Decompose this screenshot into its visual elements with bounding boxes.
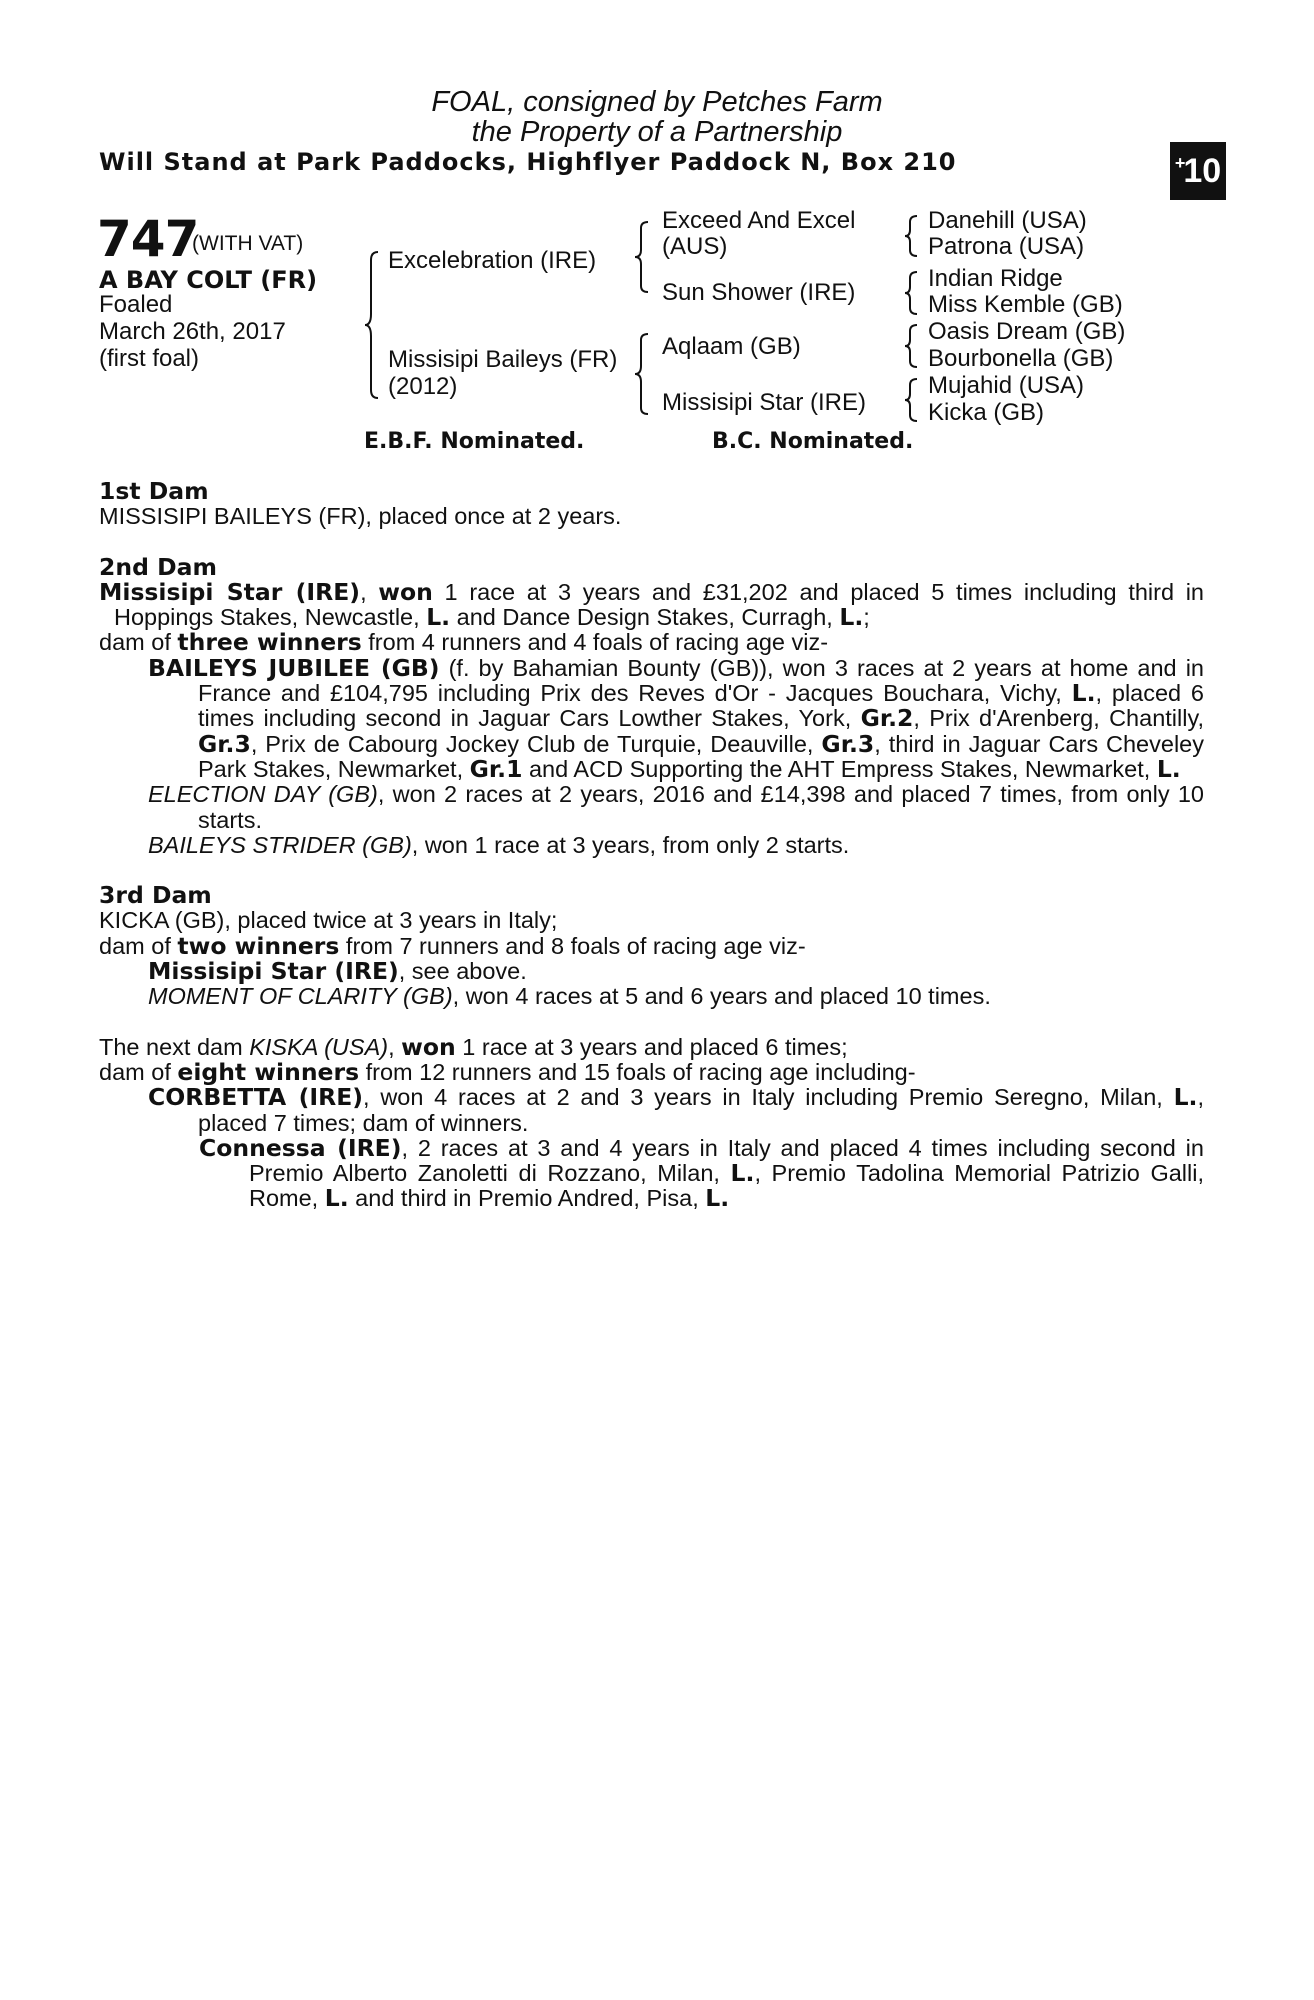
pedigree-bracket-ds — [907, 323, 919, 369]
ebf-nominated: E.B.F. Nominated. — [364, 429, 585, 454]
listed-marker: L. — [839, 603, 864, 632]
text-run: , placed 7 times; dam of winners. — [198, 1084, 1204, 1136]
text-run: , won 4 races at 5 and 6 years and placed 10 times. — [452, 983, 991, 1010]
gg-dam-sire-sire: Oasis Dream (GB) — [928, 318, 1126, 345]
listed-marker: L. — [426, 603, 451, 632]
catalogue-body — [99, 479, 1204, 1212]
bc-nominated: B.C. Nominated. — [712, 429, 914, 454]
text-run: , 2 races at 3 and 4 years in Italy and placed 4 times including second in Premio Alberto Zanoletti di Rozzano, Milan, — [249, 1134, 1204, 1187]
next-dam-text: The next dam KISKA (USA), won 1 race at 3 years and placed 6 times; — [99, 1032, 848, 1061]
pedigree-bracket-main — [368, 250, 380, 400]
horse-name: BAILEYS STRIDER (GB) — [148, 831, 412, 858]
dam-sire: Aqlaam (GB) — [662, 333, 801, 360]
text-run: 1 race at 3 years and placed 6 times; — [455, 1033, 848, 1060]
text-run: , third in Jaguar Cars Cheveley Park Stakes, Newmarket, — [198, 730, 1204, 782]
gg-dam-sire-dam: Bourbonella (GB) — [928, 345, 1114, 372]
gg-sire-dam-sire: Indian Ridge — [928, 265, 1063, 292]
property-line: the Property of a Partnership — [471, 116, 843, 148]
text-run: , won 4 races at 2 and 3 years in Italy including Premio Seregno, Milan, — [363, 1084, 1174, 1111]
produce-entry — [99, 959, 1204, 984]
horse-name: CORBETTA (IRE) — [148, 1083, 364, 1112]
produce-entry — [99, 1085, 1204, 1136]
produce-entry — [99, 1133, 1204, 1213]
text-run: dam of — [99, 629, 178, 656]
winners-count: eight winners — [177, 1057, 360, 1086]
text-run: from 7 runners and 8 foals of racing age viz- — [339, 932, 806, 959]
foaled-label: Foaled — [99, 291, 173, 318]
day-badge — [1170, 142, 1226, 200]
text-run: The next dam — [99, 1033, 250, 1060]
pedigree-bracket-sd — [907, 270, 919, 316]
listed-marker: L. — [324, 1184, 349, 1213]
second-dam-heading: 2nd Dam — [99, 552, 217, 581]
produce-entry — [99, 653, 1204, 783]
dam-dam: Missisipi Star (IRE) — [662, 389, 867, 416]
text-run: (f. by Bahamian Bounty (GB)), won 3 races at 2 years at home and in France and £104,795 including Prix des Reves d'Or - Jacques Bouchara, Vichy, — [198, 654, 1204, 707]
group-marker: Gr.3 — [821, 729, 875, 758]
text-run: and ACD Supporting the AHT Empress Stakes, Newmarket, — [522, 755, 1157, 782]
group-marker: Gr.2 — [860, 704, 914, 733]
winners-count: two winners — [177, 931, 340, 960]
sire-sire-country: (AUS) — [662, 233, 728, 260]
horse-name: MOMENT OF CLARITY (GB) — [148, 983, 453, 1010]
sire-name: Excelebration (IRE) — [388, 247, 597, 274]
first-dam-text: MISSISIPI BAILEYS (FR), placed once at 2 years. — [99, 503, 622, 530]
text-run: , see above. — [398, 958, 527, 985]
text-run: ; — [863, 604, 870, 631]
text-run: from 4 runners and 4 foals of racing age viz- — [361, 629, 829, 656]
dam-name: Missisipi Baileys (FR) — [388, 346, 618, 373]
text-run: , placed 6 times including second in Jaguar Cars Lowther Stakes, York, — [198, 680, 1204, 732]
lot-number: 747 — [97, 210, 199, 268]
text-run: , Premio Tadolina Memorial Patrizio Galli, Rome, — [249, 1160, 1204, 1212]
vat-note: (WITH VAT) — [192, 232, 304, 255]
pedigree-bracket-dam — [638, 332, 650, 416]
gg-sire-dam-dam: Miss Kemble (GB) — [928, 291, 1123, 318]
third-dam-produce-summary — [99, 931, 1204, 960]
group-marker: Gr.1 — [469, 754, 523, 783]
horse-name: Connessa (IRE) — [199, 1133, 402, 1162]
foaled-date: March 26th, 2017 — [99, 318, 286, 345]
text-run: dam of — [99, 932, 178, 959]
produce-entry — [99, 833, 1204, 858]
badge-number: 10 — [1183, 151, 1222, 190]
badge-plus: + — [1174, 152, 1186, 173]
horse-name: BAILEYS JUBILEE (GB) — [148, 653, 440, 682]
produce-entry — [99, 984, 1204, 1009]
listed-marker: L. — [1156, 754, 1181, 783]
text-run: and third in Premio Andred, Pisa, — [348, 1185, 706, 1212]
text-run: dam of — [99, 1058, 178, 1085]
stabling-line: Will Stand at Park Paddocks, Highflyer Paddock N, Box 210 — [99, 148, 957, 176]
next-dam-name: KISKA (USA) — [249, 1033, 389, 1060]
pedigree-bracket-sire — [638, 220, 650, 294]
dam-year: (2012) — [388, 373, 458, 400]
gg-sire-sire-dam: Patrona (USA) — [928, 233, 1085, 260]
pedigree-bracket-ss — [907, 214, 919, 258]
third-dam-text: KICKA (GB), placed twice at 3 years in Italy; — [99, 907, 558, 934]
gg-dam-dam-dam: Kicka (GB) — [928, 399, 1045, 426]
text-run: from 12 runners and 15 foals of racing age including- — [359, 1058, 916, 1085]
gg-dam-dam-sire: Mujahid (USA) — [928, 372, 1085, 399]
text-run: , won 1 race at 3 years, from only 2 starts. — [411, 831, 850, 858]
next-dam-produce-summary — [99, 1057, 1204, 1086]
third-dam-heading: 3rd Dam — [99, 881, 212, 910]
consignor-line: FOAL, consigned by Petches Farm — [431, 86, 883, 118]
text-run: and Dance Design Stakes, Curragh, — [450, 604, 840, 631]
produce-entry — [99, 782, 1204, 833]
horse-name: ELECTION DAY (GB) — [148, 781, 378, 808]
text-run: , Prix de Cabourg Jockey Club de Turquie, Deauville, — [250, 730, 822, 757]
text-run: , won 2 races at 2 years, 2016 and £14,398 and placed 7 times, from only 10 starts. — [198, 781, 1205, 833]
listed-marker: L. — [1071, 679, 1096, 708]
group-marker: Gr.3 — [198, 729, 251, 758]
gg-sire-sire-sire: Danehill (USA) — [928, 207, 1087, 234]
won-label: won — [378, 577, 433, 606]
first-dam-heading: 1st Dam — [99, 477, 209, 505]
second-dam-text: Missisipi Star (IRE), won 1 race at 3 years and £31,202 and placed 5 times including third in Hoppings Stakes, Newcastle, L. and Dance Design Stakes, Curragh, L.; — [99, 577, 1205, 632]
foal-note: (first foal) — [99, 345, 200, 372]
listed-marker: L. — [705, 1184, 730, 1213]
lot-name: A BAY COLT (FR) — [99, 266, 318, 294]
second-dam-name: Missisipi Star (IRE) — [99, 577, 361, 606]
text-run: 1 race at 3 years and £31,202 and placed 5 times including third in Hoppings Stakes, Newcastle, — [114, 578, 1205, 631]
listed-marker: L. — [1173, 1083, 1198, 1112]
horse-name: Missisipi Star (IRE) — [148, 957, 399, 986]
text-run: , Prix d'Arenberg, Chantilly, — [913, 705, 1204, 732]
sire-sire: Exceed And Excel — [662, 207, 856, 234]
second-dam-produce-summary — [99, 630, 1204, 655]
pedigree-bracket-dd — [907, 377, 919, 423]
sire-dam: Sun Shower (IRE) — [662, 279, 856, 306]
winners-count: three winners — [177, 628, 362, 657]
won-label: won — [401, 1032, 456, 1061]
listed-marker: L. — [730, 1159, 755, 1188]
